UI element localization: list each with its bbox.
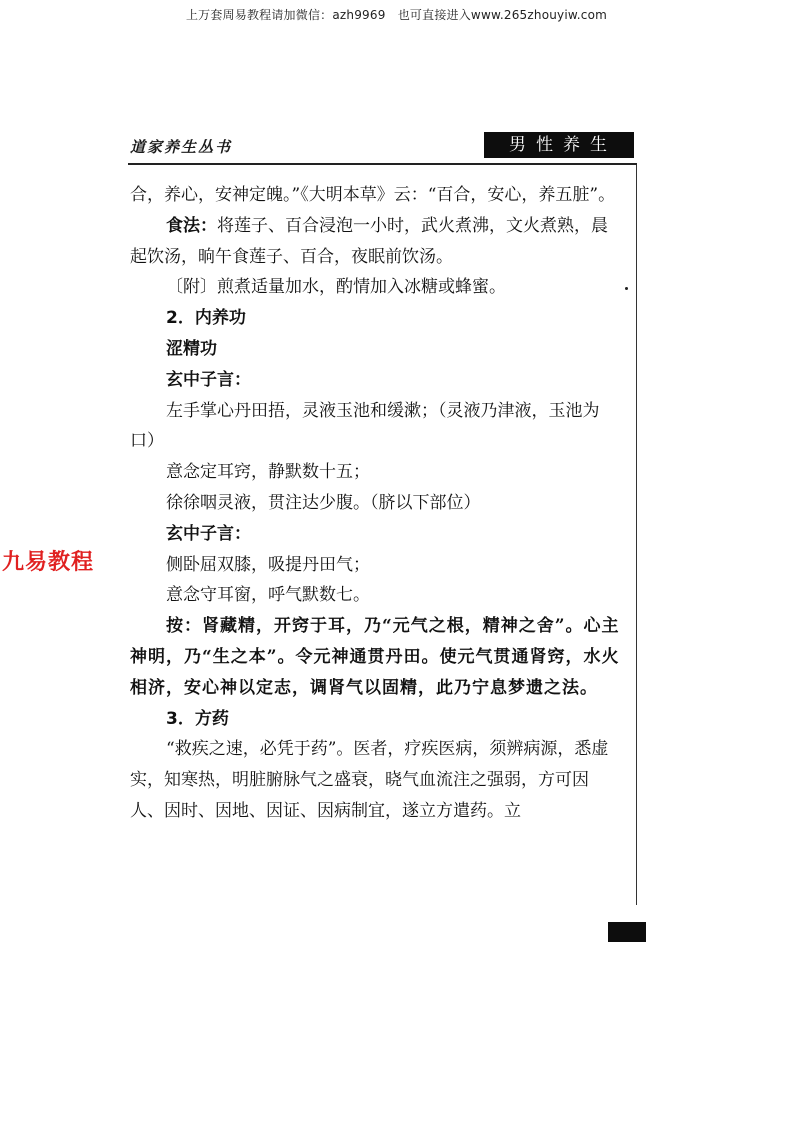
paragraph-continuation: 合，养心，安神定魄。”《大明本草》云：“百合，安心，养五脏”。 bbox=[130, 185, 616, 205]
page-body bbox=[130, 180, 622, 827]
recipe-method bbox=[130, 211, 622, 273]
verse-line-5: 意念守耳窗，呼气默数七。 bbox=[166, 585, 370, 606]
closing-paragraph: “救疾之速，必凭于药”。医者，疗疾医病，须辨病源，悉虚实，知寒热，明脏腑脉气之盛衰，晓气血流注之强弱，方可因人、因时、因地、因证、因病制宜，遂立方遣药。立 bbox=[130, 739, 609, 821]
section-heading-2: 2．内养功 bbox=[166, 308, 246, 329]
subsection-heading: 涩精功 bbox=[166, 338, 217, 359]
verse-line-4: 侧卧屈双膝，吸提丹田气； bbox=[166, 554, 370, 575]
quote-heading-2: 玄中子言： bbox=[166, 523, 251, 544]
section-heading-3: 3．方药 bbox=[166, 708, 229, 729]
recipe-method-text: 将莲子、百合浸泡一小时，武火煮沸，文火煮熟，晨起饮汤，晌午食莲子、百合，夜眠前饮汤。 bbox=[130, 215, 608, 267]
series-title: 道家养生丛书 bbox=[130, 138, 233, 156]
top-watermark: 上万套周易教程请加微信：azh9969 也可直接进入www.265zhouyiw.com bbox=[185, 8, 608, 22]
commentary-note: 按：肾藏精，开窍于耳，乃“元气之根，精神之舍”。心主神明，乃“生之本”。令元神通贯丹田。使元气贯通肾窍，水火相济，安心神以定志，调肾气以固精，此乃宁息梦遗之法。 bbox=[130, 616, 620, 698]
scan-speck bbox=[625, 287, 628, 290]
side-watermark: 九易教程 bbox=[2, 550, 95, 575]
book-title-badge: 男性养生 bbox=[484, 132, 634, 158]
recipe-method-label: 食法： bbox=[166, 215, 217, 236]
quote-heading-1: 玄中子言： bbox=[166, 369, 251, 390]
header-rule bbox=[128, 163, 637, 165]
verse-line-3: 徐徐咽灵液，贯注达少腹。（脐以下部位） bbox=[166, 492, 481, 513]
right-margin-rule bbox=[636, 165, 637, 905]
verse-line-1: 左手掌心丹田捂，灵液玉池和缓漱；（灵液乃津液，玉池为口） bbox=[130, 400, 600, 452]
verse-line-2: 意念定耳窍，静默数十五； bbox=[166, 462, 370, 483]
recipe-appendix: 〔附〕煎煮适量加水，酌情加入冰糖或蜂蜜。 bbox=[166, 277, 506, 298]
page-number-box bbox=[608, 922, 646, 942]
